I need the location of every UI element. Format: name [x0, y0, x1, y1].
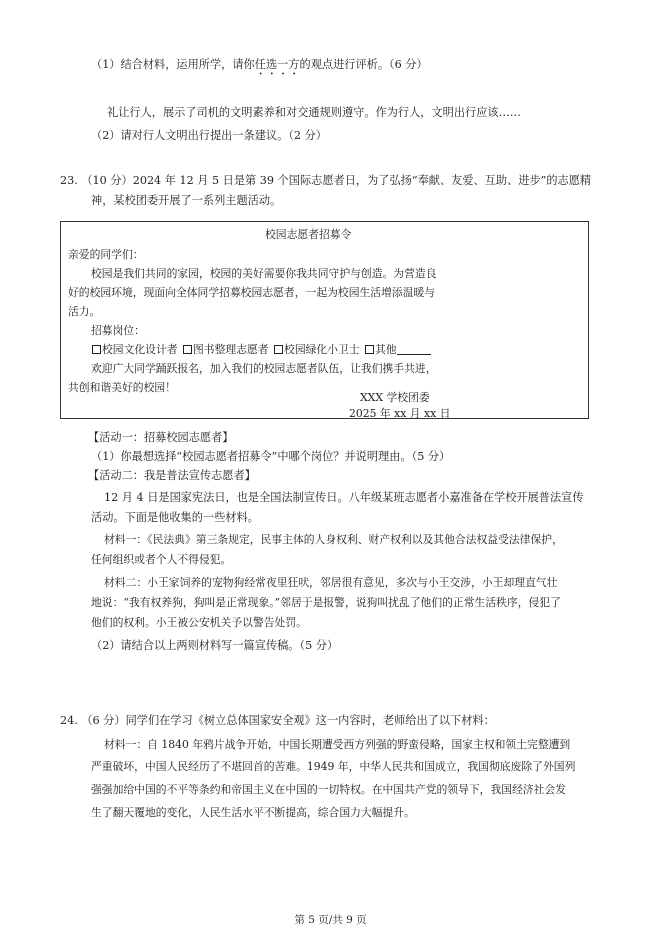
activity1-question: （1）你最想选择“校园志愿者招募令”中哪个岗位？并说明理由。（5 分） — [91, 450, 451, 463]
material-one: 材料一：《民法典》第三条规定，民事主体的人身权利、财产权利以及其他合法权益受法律保护， — [104, 533, 563, 546]
q24-intro: 24. （6 分）同学们在学习《树立总体国家安全观》这一内容时，老师给出了以下材料： — [60, 714, 495, 727]
position-checkbox[interactable] — [274, 345, 283, 354]
position-label: 校园文化设计者 — [102, 343, 178, 356]
positions-list — [92, 342, 431, 357]
notice-signature: XXX 学校团委 — [360, 391, 430, 404]
position-label: 校园绿化小卫士 — [284, 343, 360, 356]
position-checkbox[interactable] — [183, 345, 192, 354]
notice-paragraph: 活力。 — [68, 305, 101, 318]
material-two: 材料二：小王家饲养的宠物狗经常夜里狂吠，邻居很有意见，多次与小王交涉，小王却理直气壮 — [104, 576, 558, 589]
page-footer: 第 5 页/共 9 页 — [294, 914, 367, 926]
q24-material-one-cont: 强强加给中国的不平等条约和帝国主义在中国的一切特权。在中国共产党的领导下，我国经济社会发 — [91, 783, 567, 796]
position-label: 图书整理志愿者 — [193, 343, 269, 356]
activity2-intro: 12 月 4 日是国家宪法日，也是全国法制宣传日。八年级某班志愿者小嘉准备在学校开展普法宣传 — [104, 491, 584, 504]
position-checkbox[interactable] — [365, 345, 374, 354]
q23-intro-cont: 神，某校团委开展了一系列主题活动。 — [91, 194, 282, 207]
notice-greeting: 亲爱的同学们： — [68, 248, 144, 261]
positions-label: 招募岗位： — [91, 324, 145, 337]
activity2-intro-cont: 活动。下面是他收集的一些材料。 — [91, 511, 259, 524]
notice-paragraph: 共创和谐美好的校园！ — [68, 381, 176, 394]
q24-material-one-cont: 严重破坏，中国人民经历了不堪回首的苦难。1949 年，中华人民共和国成立，我国彻底废除了外国列 — [91, 760, 576, 773]
other-blank[interactable] — [397, 343, 431, 355]
notice-paragraph: 好的校园环境，现面向全体同学招募校园志愿者，一起为校园生活增添温暖与 — [68, 286, 436, 299]
q24-material-one: 材料一：自 1840 年鸦片战争开始，中国长期遭受西方列强的野蛮侵略，国家主权和领土完整遭到 — [104, 738, 571, 751]
position-label: 其他 — [375, 343, 397, 356]
material-two-cont: 地说：“我有权养狗，狗叫是正常现象。”邻居于是报警，说狗叫扰乱了他们的正常生活秩序，侵犯了 — [91, 596, 561, 609]
material-one-cont: 任何组织或者个人不得侵犯。 — [91, 553, 232, 566]
q22-sub2: （2）请对行人文明出行提出一条建议。（2 分） — [91, 129, 327, 142]
activity2-title: 【活动二：我是普法宣传志愿者】 — [88, 469, 256, 482]
activity1-title: 【活动一：招募校园志愿者】 — [88, 431, 234, 444]
q24-material-one-cont: 生了翻天覆地的变化，人民生活水平不断提高，综合国力大幅提升。 — [91, 806, 415, 819]
q23-intro: 23. （10 分）2024 年 12 月 5 日是第 39 个国际志愿者日，为了弘扬“奉献、友爱、互助、进步”的志愿精 — [60, 174, 592, 187]
notice-paragraph: 校园是我们共同的家园，校园的美好需要你我共同守护与创造。为营造良 — [91, 267, 437, 280]
position-checkbox[interactable] — [92, 345, 101, 354]
notice-paragraph: 欢迎广大同学踊跃报名，加入我们的校园志愿者队伍，让我们携手共进， — [91, 362, 437, 375]
q22-sub1: （1）结合材料，运用所学，请你任选一方的观点进行评析。（6 分） — [91, 58, 428, 71]
q23-sub2: （2）请结合以上两则材料写一篇宣传稿。（5 分） — [91, 639, 339, 652]
material-two-cont: 他们的权利。小王被公安机关予以警告处罚。 — [91, 616, 307, 629]
q22-note: 礼让行人，展示了司机的文明素养和对交通规则遵守。作为行人，文明出行应该…… — [107, 106, 521, 119]
notice-title: 校园志愿者招募令 — [265, 228, 352, 241]
notice-date: 2025 年 xx 月 xx 日 — [349, 407, 451, 420]
